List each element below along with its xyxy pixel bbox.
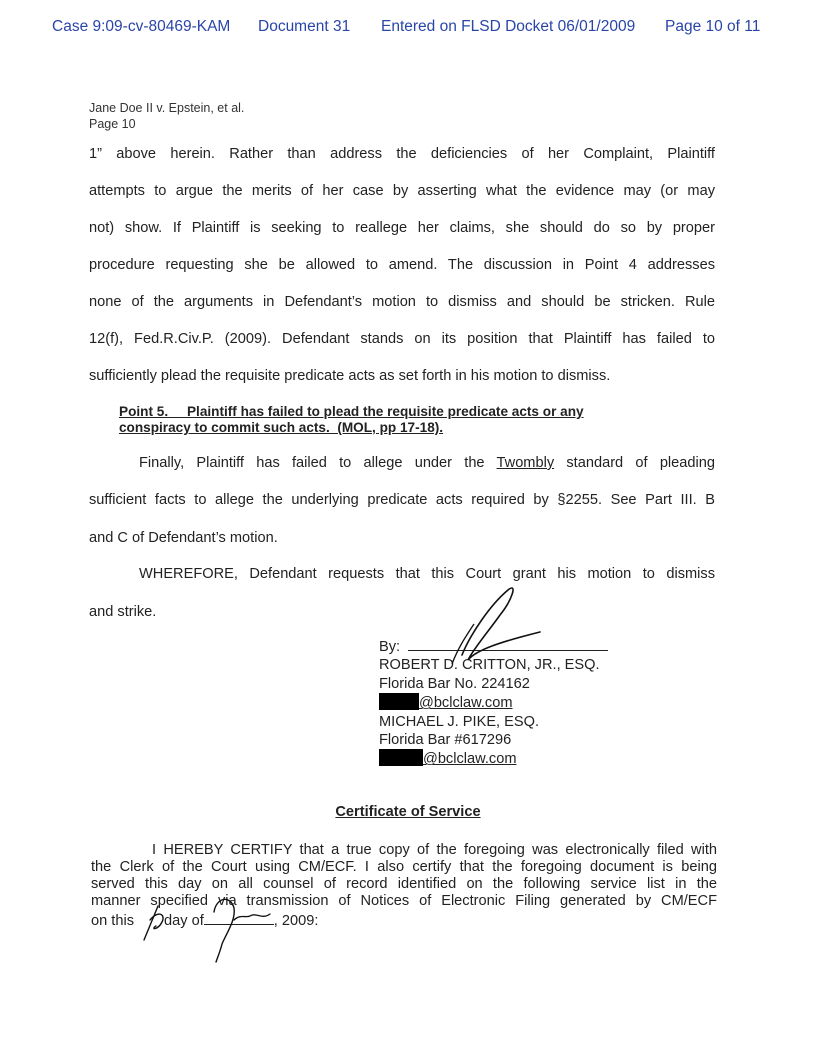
email-link[interactable]: @bclclaw.com <box>419 695 513 712</box>
redaction-bar <box>379 749 423 766</box>
certificate-line: I HEREBY CERTIFY that a true copy of the foregoing was electronically filed with <box>152 842 717 858</box>
bar-number: Florida Bar #617296 <box>379 732 512 749</box>
certificate-line: manner specified via transmission of Notices of Electronic Filing generated by CM/ECF <box>91 893 717 909</box>
certificate-title: Certificate of Service <box>335 804 481 820</box>
email-row <box>379 749 608 768</box>
body-line: sufficiently plead the requisite predicate acts as set forth in his motion to dismiss. <box>89 368 611 384</box>
caption-page: Page 10 <box>89 117 136 131</box>
body-line: attempts to argue the merits of her case by asserting what the evidence may (or may <box>89 183 715 199</box>
certificate-line: the Clerk of the Court using CM/ECF. I also certify that the foregoing document is being <box>91 859 717 875</box>
signature-block <box>379 638 608 769</box>
wherefore-line: WHEREFORE, Defendant requests that this Court grant his motion to dismiss <box>139 566 715 582</box>
attorney-name: MICHAEL J. PIKE, ESQ. <box>379 713 540 730</box>
email-row <box>379 693 608 712</box>
redaction-bar <box>379 693 419 710</box>
certificate-date-line: on this day of , 2009: <box>91 913 319 929</box>
signature-blank <box>408 638 608 651</box>
para-2-line: and C of Defendant’s motion. <box>89 530 278 546</box>
bar-number: Florida Bar No. 224162 <box>379 675 530 692</box>
certificate-line: served this day on all counsel of record identified on the following service list in the <box>91 876 717 892</box>
body-line: 12(f), Fed.R.Civ.P. (2009). Defendant stands on its position that Plaintiff has failed to <box>89 331 715 347</box>
wherefore-line: and strike. <box>89 604 157 620</box>
case-number: Case 9:09-cv-80469-KAM <box>52 18 231 35</box>
case-caption <box>89 100 244 132</box>
body-line: none of the arguments in Defendant’s motion to dismiss and should be stricken. Rule <box>89 294 715 310</box>
body-line: procedure requesting she be allowed to amend. The discussion in Point 4 addresses <box>89 257 715 273</box>
document-number: Document 31 <box>258 18 351 35</box>
signature-line: By: <box>379 638 608 656</box>
para-2-line: Finally, Plaintiff has failed to allege under the Twombly standard of pleading <box>139 455 715 471</box>
docket-entry: Entered on FLSD Docket 06/01/2009 <box>381 18 636 35</box>
point-5-heading: Point 5. Plaintiff has failed to plead the requisite predicate acts or any <box>119 404 584 419</box>
month-blank <box>204 912 274 925</box>
email-link[interactable]: @bclclaw.com <box>423 751 517 768</box>
body-line: not) show. If Plaintiff is seeking to reallege her claims, she should do so by proper <box>89 220 715 236</box>
docket-header <box>0 18 816 38</box>
attorney-name: ROBERT D. CRITTON, JR., ESQ. <box>379 657 600 674</box>
body-line: 1” above herein. Rather than address the deficiencies of her Complaint, Plaintiff <box>89 146 715 162</box>
para-2-line: sufficient facts to allege the underlying predicate acts required by §2255. See Part III. B <box>89 492 715 508</box>
point-5-heading-cont: conspiracy to commit such acts. (MOL, pp 17-18). <box>119 420 444 435</box>
page-number: Page 10 of 11 <box>665 18 761 35</box>
caption-title: Jane Doe II v. Epstein, et al. <box>89 101 245 115</box>
case-name-twombly: Twombly <box>496 455 555 471</box>
